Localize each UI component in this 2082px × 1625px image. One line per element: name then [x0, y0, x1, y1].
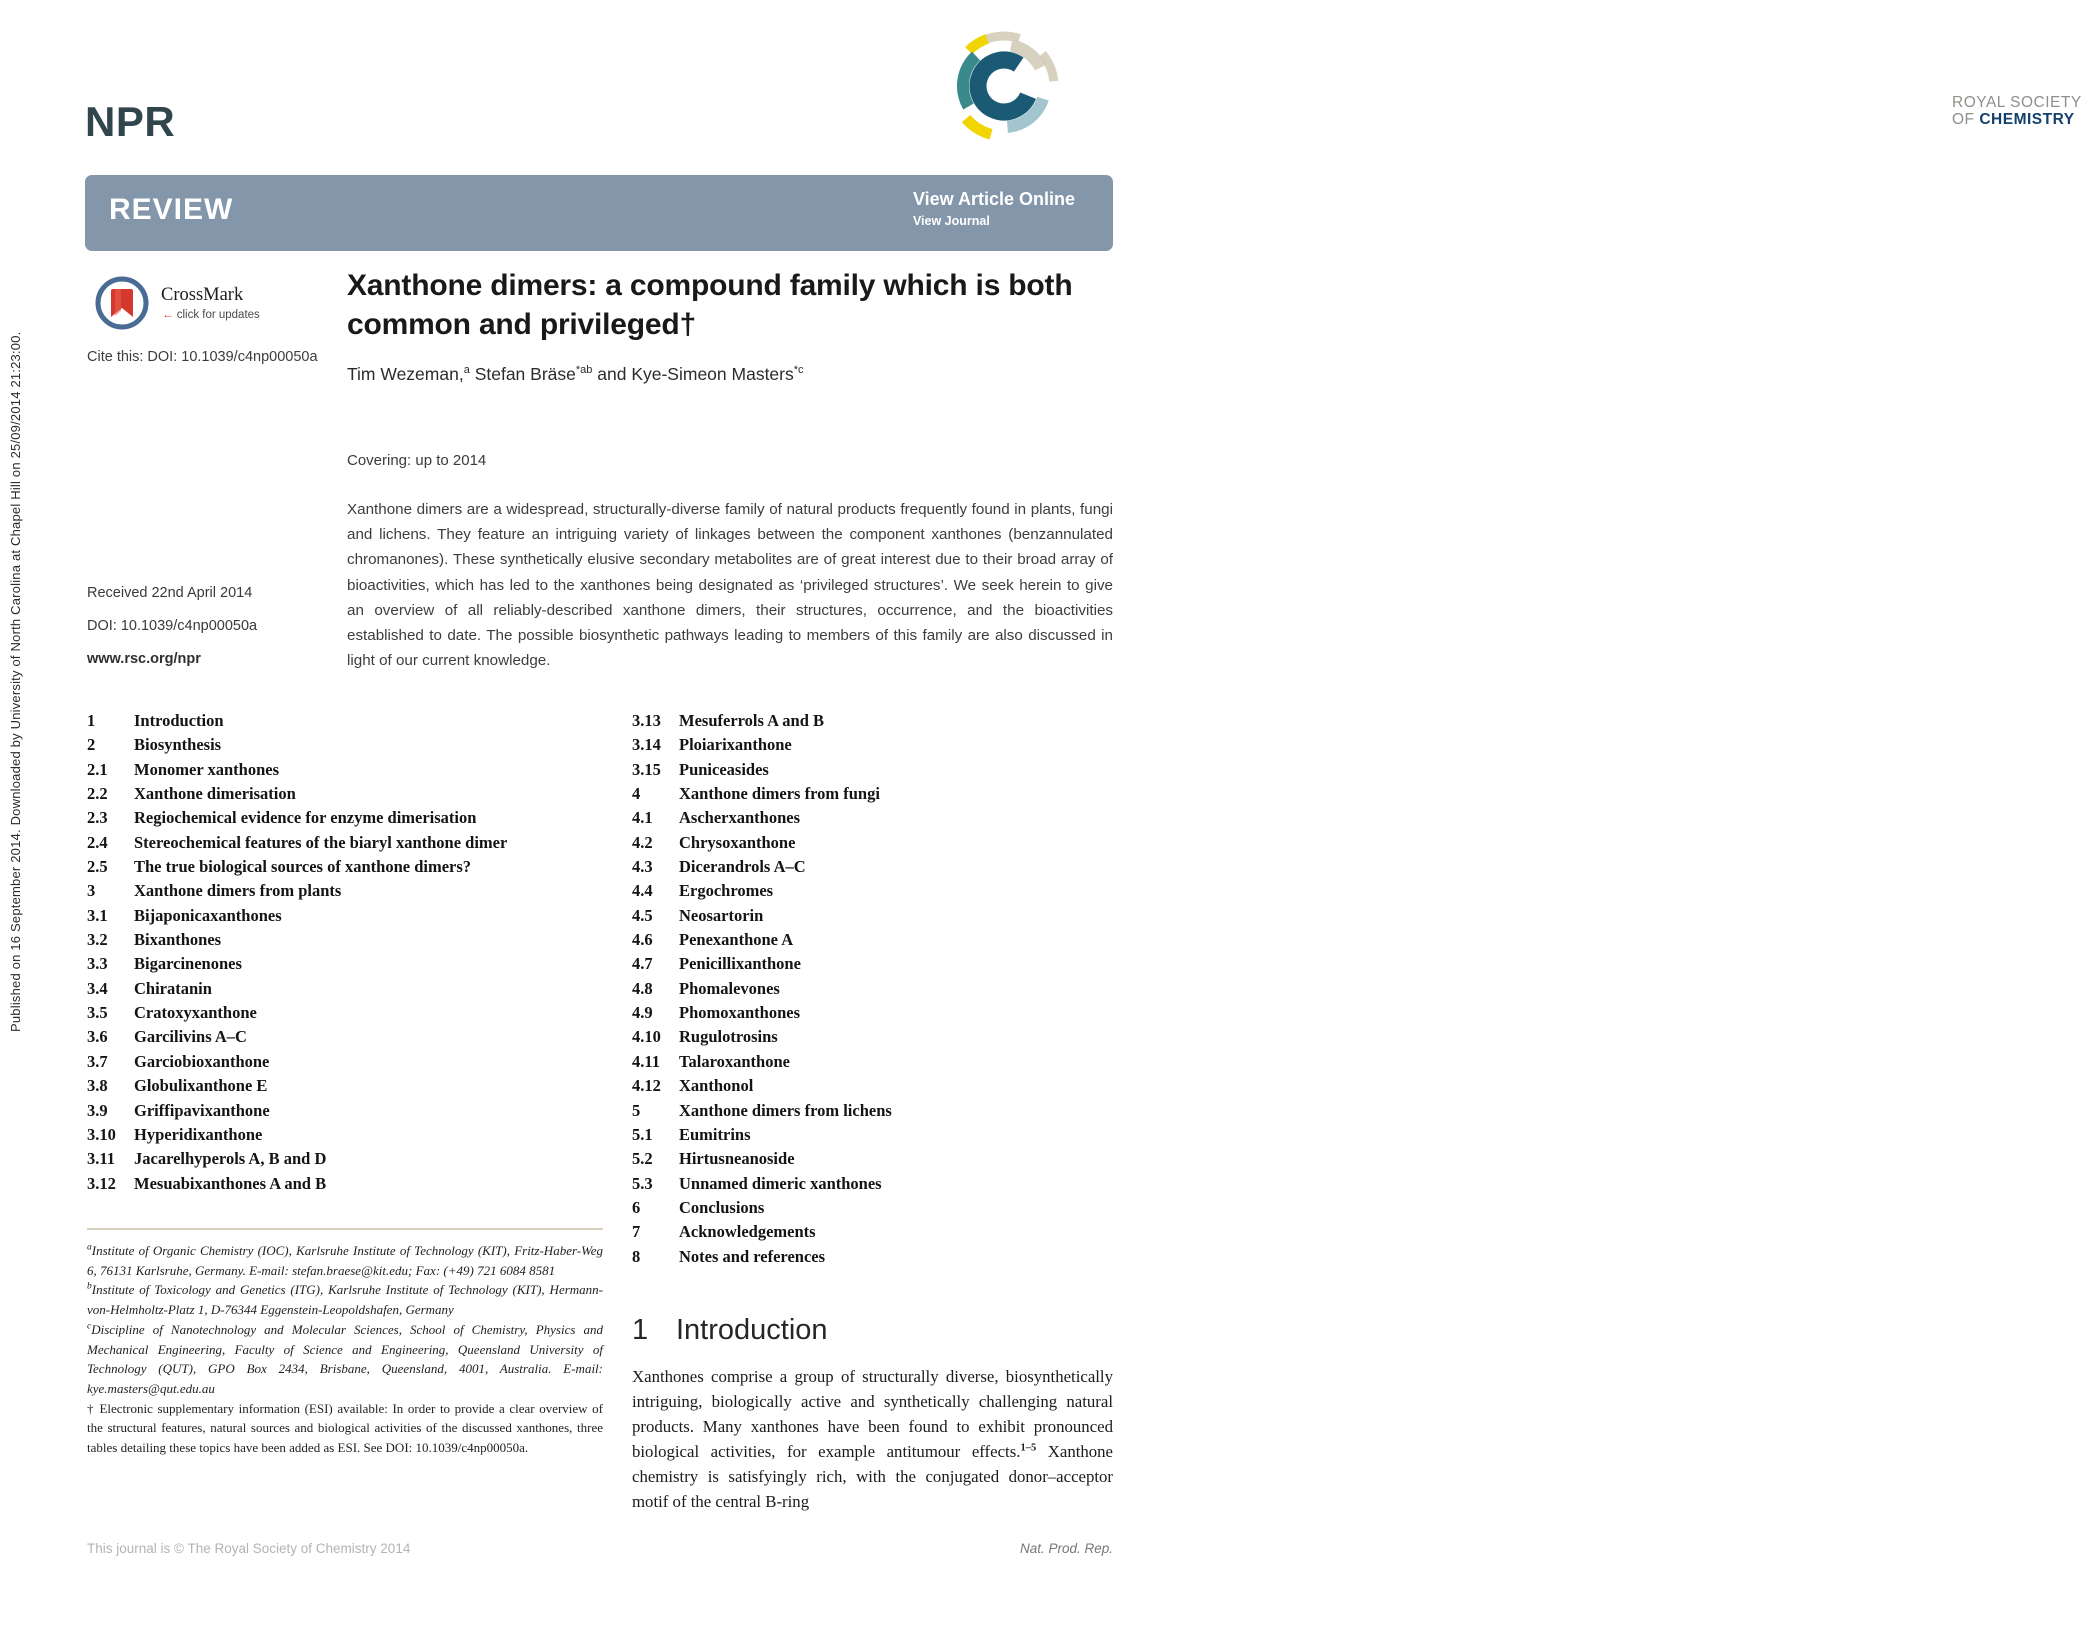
doi: DOI: 10.1039/c4np00050a [87, 618, 258, 634]
toc-entry: 6 Conclusions [632, 1197, 765, 1217]
review-label: REVIEW [109, 193, 234, 226]
copyright-note: This journal is © The Royal Society of Chemistry 2014 [87, 1541, 411, 1556]
toc-entry: 8 Notes and references [632, 1246, 826, 1266]
toc-entry: 4.10 Rugulotrosins [632, 1027, 778, 1047]
toc-entry: 1 Introduction [87, 711, 224, 730]
toc-entry: 4.11 Talaroxanthone [632, 1051, 790, 1071]
rsc-name-line1: ROYAL SOCIETY [1952, 94, 2082, 111]
toc-entry: 4.1 Ascherxanthones [632, 808, 801, 828]
crossmark-label: CrossMark [161, 285, 244, 305]
toc-entry: 3.11 Jacarelhyperols A, B and D [87, 1149, 327, 1169]
received-date: Received 22nd April 2014 [87, 585, 253, 601]
toc-column-right [632, 709, 1112, 1269]
rsc-logo-icon [942, 22, 1128, 158]
toc-entry: 3.10 Hyperidixanthone [87, 1124, 263, 1144]
footnote: $^c$Discipline of Nanotechnology and Molecular Sciences, School of Chemistry, Physics and Mechanical Engineering, Faculty of Science and Engineering, Queensland University of Technology (QUT), GPO Box 2434, Brisbane, Queensland, 4001, Australia. E-mail: kye.masters@qut.edu.au [87, 1321, 603, 1396]
view-journal-link[interactable]: View Journal [912, 214, 990, 228]
abstract: Xanthone dimers are a widespread, structurally-diverse family of natural products frequently found in plants, fungi and lichens. They feature an intriguing variety of linkages between the component xanthones (benzannulated chromanones). These synthetically elusive secondary metabolites are of great interest due to their broad array of bioactivities, which has led to the xanthones being designated as ‘privileged structures’. We seek herein to give an overview of all reliably-described xanthone dimers, their structures, occurrence, and the bioactivities established to date. The possible biosynthetic pathways leading to members of this family are also discussed in light of our current knowledge. [347, 501, 1113, 670]
page-footer [87, 1541, 1113, 1556]
toc-entry: 3.13 Mesuferrols A and B [632, 711, 824, 730]
toc-entry: 5.3 Unnamed dimeric xanthones [632, 1173, 882, 1193]
toc-entry: 3.15 Puniceasides [632, 759, 769, 779]
toc-entry: 4.6 Penexanthone A [632, 930, 794, 950]
toc-entry: 4.2 Chrysoxanthone [632, 832, 796, 852]
footnote: $^b$Institute of Toxicology and Genetics (ITG), Karlsruhe Institute of Technology (KIT), Hermann-von-Helmholtz-Platz 1, D-76344 Eggenstein-Leopoldshafen, Germany [87, 1282, 603, 1318]
toc-entry: 3.12 Mesuabixanthones A and B [87, 1173, 327, 1193]
section-number: 1 [632, 1314, 649, 1346]
footnote: $^a$Institute of Organic Chemistry (IOC), Karlsruhe Institute of Technology (KIT), Fritz-Haber-Weg 6, 76131 Karlsruhe, Germany. E-mail: stefan.braese@kit.edu; Fax: (+49) 721 6084 8581 [87, 1242, 603, 1278]
rsc-name-line2: OF CHEMISTRY [1952, 111, 2075, 128]
toc-entry: 7 Acknowledgements [632, 1222, 816, 1242]
crossmark-badge[interactable] [95, 276, 345, 336]
toc-column-left [87, 709, 592, 1196]
toc-entry: 3.9 Griffipavixanthone [87, 1100, 270, 1120]
toc-entry: 3.1 Bijaponicaxanthones [87, 905, 282, 925]
review-banner [85, 175, 1113, 251]
section-heading-introduction [632, 1314, 828, 1347]
journal-name-abbrev: Nat. Prod. Rep. [1019, 1541, 1113, 1556]
toc-entry: 4.8 Phomalevones [632, 978, 780, 998]
toc-entry: 2.4 Stereochemical features of the biaryl xanthone dimer [87, 832, 508, 852]
left-arrow-icon: ← [162, 309, 174, 321]
toc-entry: 4.3 Dicerandrols A–C [632, 857, 806, 877]
toc-entry: 3.14 Ploiarixanthone [632, 735, 792, 755]
toc-entry: 2.1 Monomer xanthones [87, 759, 279, 779]
toc-entry: 4.5 Neosartorin [632, 905, 764, 925]
crossmark-icon [95, 276, 149, 330]
toc-entry: 2.3 Regiochemical evidence for enzyme dimerisation [87, 808, 477, 828]
toc-entry: 4.9 Phomoxanthones [632, 1003, 801, 1023]
download-watermark: Published on 16 September 2014. Downloaded by University of North Carolina at Chapel Hill on 25/09/2014 21:23:00. [8, 331, 23, 1032]
toc-entry: 5.2 Hirtusneanoside [632, 1149, 795, 1169]
crossmark-tagline: ← click for updates [162, 309, 260, 321]
section-title: Introduction [676, 1314, 828, 1346]
covering-note: Covering: up to 2014 [347, 452, 487, 469]
toc-entry: 3.7 Garciobioxanthone [87, 1051, 270, 1071]
toc-entry: 4 Xanthone dimers from fungi [632, 784, 880, 804]
toc-entry: 2 Biosynthesis [87, 735, 222, 755]
footnote: † Electronic supplementary information (ESI) available: In order to provide a clear overview of the structural features, natural sources and biological activities of the discussed xanthones, three tables detailing these topics have been added as ESI. See DOI: 10.1039/c4np00050a. [87, 1400, 603, 1456]
toc-entry: 2.2 Xanthone dimerisation [87, 784, 296, 804]
footnotes [87, 1228, 603, 1458]
introduction-paragraph: Xanthones comprise a group of structurally diverse, biosynthetically intriguing, biologically active and synthetically challenging natural products. Many xanthones have been found to exhibit pronounced biological activities, for example antitumour effects.$^{1-5}$ Xanthone chemistry is satisfyingly rich, with the conjugated donor–acceptor motif of the central B-ring [632, 1367, 1114, 1511]
toc-entry: 3 Xanthone dimers from plants [87, 881, 342, 901]
authors: Tim Wezeman,$^a$ Stefan Bräse$^{*ab}$ and Kye-Simeon Masters$^{*c}$ [347, 364, 804, 384]
toc-entry: 4.12 Xanthonol [632, 1076, 754, 1096]
toc-entry: 3.3 Bigarcinenones [87, 954, 242, 974]
toc-entry: 3.5 Cratoxyxanthone [87, 1003, 257, 1023]
article-title: Xanthone dimers: a compound family which is both common and privileged† [347, 269, 1073, 341]
toc-entry: 3.4 Chiratanin [87, 978, 212, 998]
toc-entry: 3.6 Garcilivins A–C [87, 1027, 247, 1047]
toc-entry: 4.7 Penicillixanthone [632, 954, 801, 974]
rsc-logo [942, 22, 2082, 158]
toc-entry: 3.8 Globulixanthone E [87, 1076, 268, 1096]
toc-entry: 2.5 The true biological sources of xanthone dimers? [87, 857, 472, 877]
journal-logo-npr: NPR [85, 98, 176, 145]
toc-entry: 5 Xanthone dimers from lichens [632, 1100, 892, 1120]
cite-this: Cite this: DOI: 10.1039/c4np00050a [87, 349, 318, 365]
toc-entry: 3.2 Bixanthones [87, 930, 222, 950]
toc-entry: 5.1 Eumitrins [632, 1124, 751, 1144]
view-article-online-link[interactable]: View Article Online [912, 189, 1075, 209]
toc-entry: 4.4 Ergochromes [632, 881, 774, 901]
journal-website: www.rsc.org/npr [87, 651, 201, 667]
